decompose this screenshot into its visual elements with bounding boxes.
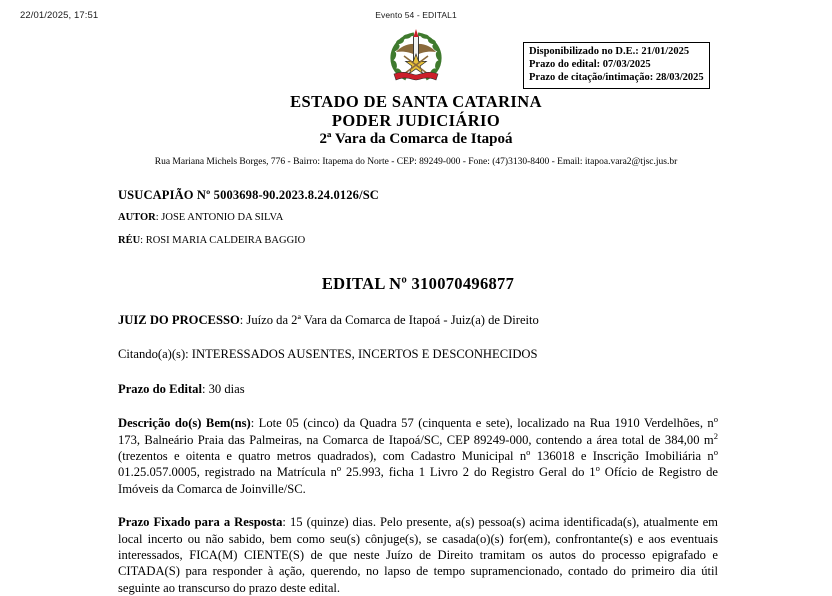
court-address-line: Rua Mariana Michels Borges, 776 - Bairro: Itapema do Norte - CEP: 89249-000 - Fone: (47)3130-8400 - Email: itapoa.vara2@tjsc.jus.br bbox=[154, 157, 678, 167]
print-header bbox=[0, 0, 832, 26]
edital-term-row bbox=[118, 381, 718, 397]
case-number: USUCAPIÃO Nº 5003698-90.2023.8.24.0126/SC bbox=[118, 188, 379, 202]
stamp-line-availability: Disponibilizado no D.E.: 21/01/2025 bbox=[529, 46, 690, 57]
document-content bbox=[114, 188, 718, 596]
stamp-line-edital-term: Prazo do edital: 07/03/2025 bbox=[529, 59, 651, 71]
stamp-line-summons-term: Prazo de citação/intimação: 28/03/2025 bbox=[529, 72, 704, 84]
court-branch-name: PODER JUDICIÁRIO bbox=[331, 111, 501, 130]
case-author-label: AUTOR bbox=[118, 212, 156, 223]
property-description-value: : Lote 05 (cinco) da Quadra 57 (cinquenta e sete), localizado na Rua 1910 Verdelhões, $n^o$ 173, Balneário Praia das Palmeiras, na Comarca de Itapoá/SC, CEP 89249-000, contendo a área total de 384,00 $m^2$ (trezentos e oitenta e quatro metros quadrados), com Cadastro Municipal $n^o$ 136018 e Inscrição Imobiliária $n^o$ 01.25.057.0005, registrado na Matrícula $n^o$ 25.993, ficha 1 Livro 2 do Registro Geral do 1$^o$ Ofício de Registro de Imóveis da Comarca de Joinville/SC. bbox=[118, 414, 719, 496]
publication-stamp-box bbox=[523, 42, 710, 89]
case-defendant-value: : ROSI MARIA CALDEIRA BAGGIO bbox=[140, 234, 306, 246]
case-author-value: : JOSE ANTONIO DA SILVA bbox=[155, 212, 284, 223]
court-state-name: ESTADO DE SANTA CATARINA bbox=[290, 92, 542, 111]
property-description-label: Descrição do(s) Bem(ns) bbox=[118, 416, 251, 431]
property-description-row bbox=[118, 415, 718, 497]
response-term-value: : 15 (quinze) dias. Pelo presente, a(s) pessoa(s) acima identificada(s), atualmente em local incerto ou não sabido, bem como seu(s) cônjuge(s), se casada(o)(s) for(em), confrontante(s) e aos eventuais interessados, FICA(M) CIENTE(S) de que neste Juízo de Direito tramitam os autos do processo epigrafado e CITADA(S) para responder à ação, querendo, no lapso de tempo supramencionado, contado do primeiro dia útil seguinte ao transcurso do prazo deste edital. bbox=[118, 515, 718, 595]
response-term-row bbox=[118, 514, 718, 596]
santa-catarina-coat-of-arms-icon bbox=[384, 24, 448, 88]
judge-row bbox=[118, 312, 718, 328]
case-defendant-row bbox=[118, 233, 718, 249]
edital-title: EDITAL Nº 310070496877 bbox=[321, 274, 515, 293]
case-defendant-label: RÉU bbox=[118, 234, 141, 246]
print-document-ref: Evento 54 - EDITAL1 bbox=[375, 10, 457, 20]
response-term-label: Prazo Fixado para a Resposta bbox=[118, 515, 283, 530]
court-heading bbox=[0, 92, 832, 149]
judge-value: : Juízo da 2ª Vara da Comarca de Itapoá - Juiz(a) de Direito bbox=[239, 313, 539, 327]
summoned-row: Citando(a)(s): INTERESSADOS AUSENTES, INCERTOS E DESCONHECIDOS bbox=[118, 347, 538, 362]
crest-and-stamp-row bbox=[0, 26, 832, 90]
edital-term-value: : 30 dias bbox=[201, 381, 245, 396]
document-page bbox=[0, 26, 832, 596]
judge-label: JUIZ DO PROCESSO bbox=[118, 313, 240, 327]
edital-term-label: Prazo do Edital bbox=[118, 381, 202, 396]
case-author-row bbox=[118, 210, 718, 226]
court-unit-name: 2ª Vara da Comarca de Itapoá bbox=[319, 131, 513, 147]
print-timestamp: 22/01/2025, 17:51 bbox=[20, 10, 99, 21]
